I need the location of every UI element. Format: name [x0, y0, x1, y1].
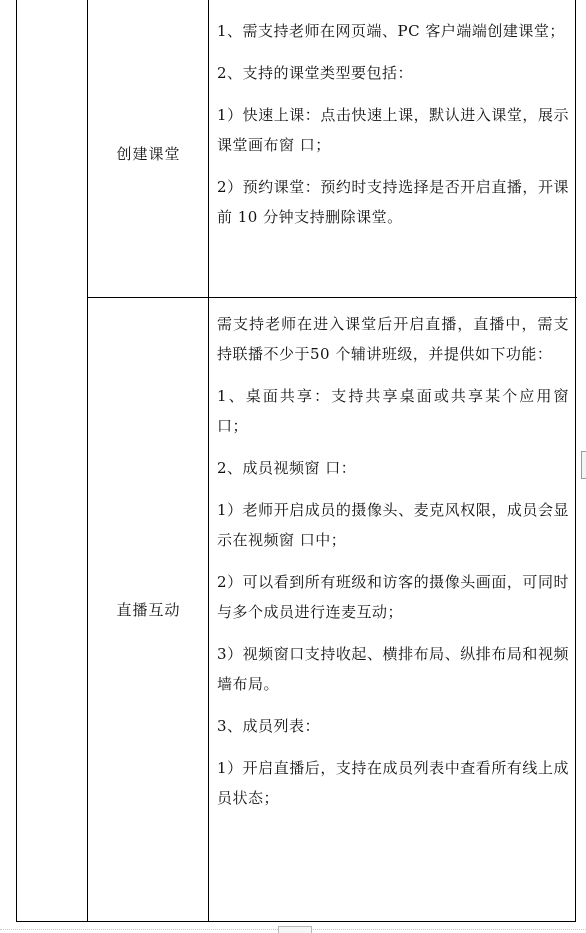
- row-content-create-class: [217, 16, 569, 244]
- paragraph: 2）可以看到所有班级和访客的摄像头画面，可同时与多个成员进行连麦互动；: [217, 573, 569, 621]
- column-divider: [208, 0, 209, 922]
- paragraph: 需支持老师在进入课堂后开启直播，直播中，需支持联播不少于50 个辅讲班级，并提供如下功能：: [217, 315, 569, 363]
- paragraph: 3）视频窗口支持收起、横排布局、纵排布局和视频墙布局。: [217, 645, 569, 693]
- paragraph: 1）老师开启成员的摄像头、麦克风权限，成员会显示在视频窗 口中；: [217, 501, 569, 549]
- paragraph: 2、成员视频窗 口：: [217, 459, 357, 477]
- paragraph: 1、桌面共享：支持共享桌面或共享某个应用窗 口；: [217, 387, 569, 435]
- paragraph: 1）快速上课：点击快速上课，默认进入课堂，展示课堂画布窗 口；: [217, 106, 569, 154]
- paragraph: 1、需支持老师在网页端、PC 客户端端创建课堂；: [217, 22, 565, 40]
- page-edge-marker: [581, 451, 586, 479]
- row-label-live-interaction: 直播互动: [116, 601, 181, 619]
- paragraph: 3、成员列表：: [217, 717, 321, 735]
- column-divider: [87, 0, 88, 922]
- paragraph: 2）预约课堂：预约时支持选择是否开启直播，开课前 10 分钟支持删除课堂。: [217, 178, 569, 226]
- row-label-create-class: 创建课堂: [116, 145, 181, 163]
- row-content-live-interaction: [217, 309, 569, 825]
- paragraph: 2、支持的课堂类型要包括：: [217, 64, 414, 82]
- paragraph: 1）开启直播后，支持在成员列表中查看所有线上成员状态；: [217, 759, 569, 807]
- requirements-table: [16, 0, 576, 922]
- row-divider: [87, 297, 577, 298]
